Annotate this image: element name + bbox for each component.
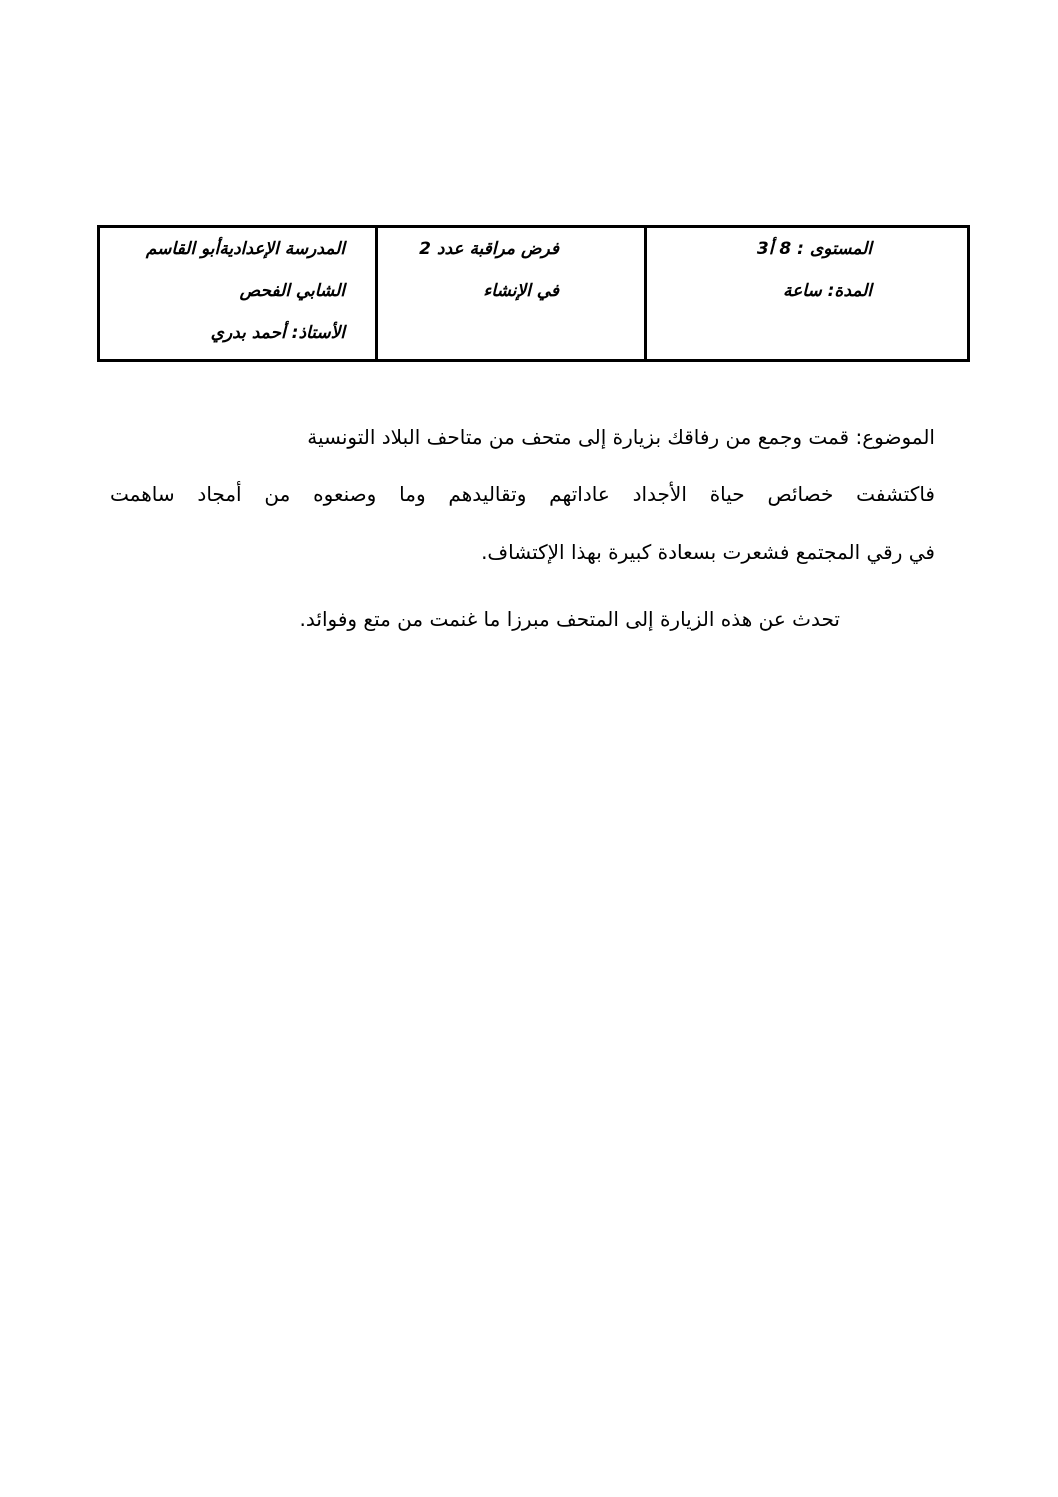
header-table <box>97 225 970 362</box>
class-level: المستوى : 8 أ3 <box>756 239 872 259</box>
topic-line: في رقي المجتمع فشعرت بسعادة كبيرة بهذا الإكتشاف. <box>481 540 935 564</box>
level-info-cell <box>647 228 967 359</box>
school-name: المدرسة الإعداديةأبو القاسم <box>145 239 345 259</box>
school-location: الشابي الفحص <box>239 281 345 301</box>
exam-info-cell <box>375 228 647 359</box>
topic-line: فاكتشفت خصائص حياة الأجداد عاداتهم وتقاليدهم وما وصنعوه من أمجاد ساهمت <box>110 482 935 506</box>
exam-subject: في الإنشاء <box>483 281 559 301</box>
topic-line: الموضوع: قمت وجمع من رفاقك بزيارة إلى متحف من متاحف البلاد التونسية <box>307 425 935 449</box>
task-instruction: تحدث عن هذه الزيارة إلى المتحف مبرزا ما غنمت من متع وفوائد. <box>299 607 840 631</box>
teacher-name: الأستاذ: أحمد بدري <box>210 323 345 343</box>
exam-title: فرض مراقبة عدد 2 <box>419 239 559 259</box>
school-info-cell <box>100 228 375 359</box>
exam-duration: المدة: ساعة <box>783 281 872 301</box>
